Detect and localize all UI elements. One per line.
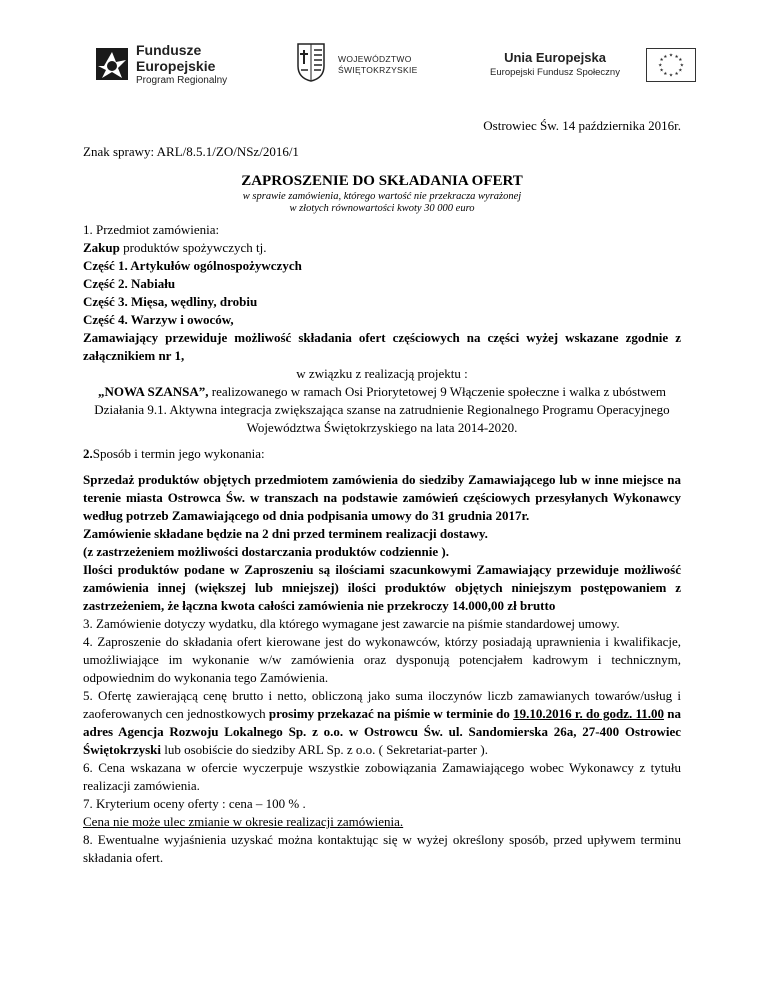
ws-line2: ŚWIĘTOKRZYSKIE <box>338 65 418 75</box>
section-1-heading: 1. Przedmiot zamówienia: <box>83 222 220 237</box>
quantity-note: Ilości produktów podane w Zaproszeniu są ilościami szacunkowymi Zamawiający przewiduje możliwość zamówienia innej (większej lub mniejszej) ilości produktów objętych niniejszym postępowaniem z zastrzeżeniem, że łączna kwota całości zamówienia nie przekroczy 14.000,00 zł brutto <box>83 562 681 613</box>
daily-delivery-note: (z zastrzeżeniem możliwości dostarczania produktów codziennie ). <box>83 544 449 559</box>
svg-text:★: ★ <box>659 58 664 64</box>
partial-offers: Zamawiający przewiduje możliwość składania ofert częściowych na części wyżej wskazane zgodnie z załącznikiem nr 1, <box>83 330 681 363</box>
svg-text:★: ★ <box>659 68 664 74</box>
fe-line1: Fundusze <box>136 42 202 58</box>
svg-text:★: ★ <box>679 63 684 69</box>
part-1: Część 1. Artykułów ogólnospożywczych <box>83 258 302 273</box>
document-title: ZAPROSZENIE DO SKŁADANIA OFERT <box>241 173 523 189</box>
fundusze-europejskie-logo <box>92 42 242 92</box>
case-number: Znak sprawy: ARL/8.5.1/ZO/NSz/2016/1 <box>83 144 299 159</box>
s5-e: lub osobiście do siedziby ARL Sp. z o.o. ( Sekretariat-parter ). <box>161 742 488 757</box>
deadline: 19.10.2016 r. do godz. 11.00 <box>513 706 665 721</box>
project-name: „NOWA SZANSA”, <box>97 384 209 399</box>
section-2-title: Sposób i termin jego wykonania: <box>92 446 265 461</box>
zakup-rest: produktów spożywczych tj. <box>119 240 267 255</box>
s5-address: na adres Agencja Rozwoju Lokalnego Sp. z o.o. w Ostrowcu Św. ul. Sandomierska 26a, 27-400 Ostrowiec Świętokrzyski <box>83 706 681 757</box>
part-4: Część 4. Warzyw i owoców, <box>83 312 234 327</box>
section-4: 4. Zaproszenie do składania ofert kierowane jest do wykonawców, którzy posiadają uprawnienia i kwalifikacje, umożliwiające im wykonanie w/w zamówienia oraz dysponują potencjałem kadrowym i technicznym, odpowiednim do wykonania tego Zamówienia. <box>83 634 681 685</box>
fe-line3: Program Regionalny <box>136 75 228 86</box>
svg-text:★: ★ <box>674 54 679 60</box>
place-date: Ostrowiec Św. 14 października 2016r. <box>483 118 681 133</box>
document-subtitle-1: w sprawie zamówienia, którego wartość nie przekracza wyrażonej <box>242 191 522 202</box>
document-subtitle-2: w złotych równowartości kwoty 30 000 euro <box>289 203 475 214</box>
project-description <box>83 383 681 437</box>
crest-icon <box>296 42 326 82</box>
part-3: Część 3. Mięsa, wędliny, drobiu <box>83 294 258 309</box>
delivery-terms: Sprzedaż produktów objętych przedmiotem zamówienia do siedziby Zamawiającego lub w inne miejsce na terenie miasta Ostrowca Św. w transzach na podstawie zamówień częściowych przesyłanych Wykonawcy według potrzeb Zamawiającego od dnia podpisania umowy do 31 grudnia 2017r. <box>83 472 681 523</box>
fe-star-icon <box>92 44 132 84</box>
section-8: 8. Ewentualne wyjaśnienia uzyskać można kontaktując się w wyżej określony sposób, przed upływem terminu składania ofert. <box>83 832 681 865</box>
section-3: 3. Zamówienie dotyczy wydatku, dla którego wymagane jest zawarcie na piśmie standardowej umowy. <box>83 616 620 631</box>
logo-bar <box>0 0 768 110</box>
svg-text:★: ★ <box>678 58 683 64</box>
svg-text:★: ★ <box>674 71 679 77</box>
project-intro: w związku z realizacją projektu : <box>296 366 468 381</box>
section-7-note: Cena nie może ulec zmianie w okresie realizacji zamówienia. <box>83 814 404 829</box>
project-desc: realizowanego w ramach Osi Priorytetowej 9 Włączenie społeczne i walka z ubóstwem Działania 9.1. Aktywna integracja zwiększająca szanse na zatrudnienie Regionalnego Programu Operacyjnego Województwa Świętokrzyskiego na lata 2014-2020. <box>94 384 670 435</box>
s5-b: prosimy przekazać na piśmie w terminie do <box>268 706 514 721</box>
wojewodztwo-logo <box>296 42 446 92</box>
order-lead-time: Zamówienie składane będzie na 2 dni przed terminem realizacji dostawy. <box>83 526 488 541</box>
zakup-bold: Zakup <box>83 240 120 255</box>
section-2-heading <box>83 445 681 463</box>
ue-line1: Unia Europejska <box>504 50 606 65</box>
svg-text:★: ★ <box>668 53 674 59</box>
document-body <box>83 117 681 867</box>
ue-line2: Europejski Fundusz Społeczny <box>490 67 620 78</box>
unia-europejska-logo <box>480 44 684 88</box>
svg-text:★: ★ <box>678 68 683 74</box>
svg-text:★: ★ <box>668 73 674 79</box>
svg-text:★: ★ <box>658 63 663 69</box>
section-2-number: 2. <box>83 446 93 461</box>
section-5 <box>83 687 681 759</box>
section-6: 6. Cena wskazana w ofercie wyczerpuje wszystkie zobowiązania Zamawiającego wobec Wykonawcy z tytułu realizacji zamówienia. <box>83 760 681 793</box>
svg-text:★: ★ <box>663 54 668 60</box>
ws-line1: WOJEWÓDZTWO <box>338 54 412 64</box>
section-7: 7. Kryterium oceny oferty : cena – 100 % . <box>83 796 306 811</box>
zakup-line <box>83 239 681 257</box>
s5-a: 5. Ofertę zawierającą cenę brutto i netto, obliczoną jako suma iloczynów liczb zamawianych towarów/usług i zaoferowanych cen jednostkowych <box>83 688 681 721</box>
part-2: Część 2. Nabiału <box>83 276 176 291</box>
fe-line2: Europejskie <box>136 58 216 74</box>
eu-flag-icon <box>646 48 696 82</box>
svg-text:★: ★ <box>663 71 668 77</box>
